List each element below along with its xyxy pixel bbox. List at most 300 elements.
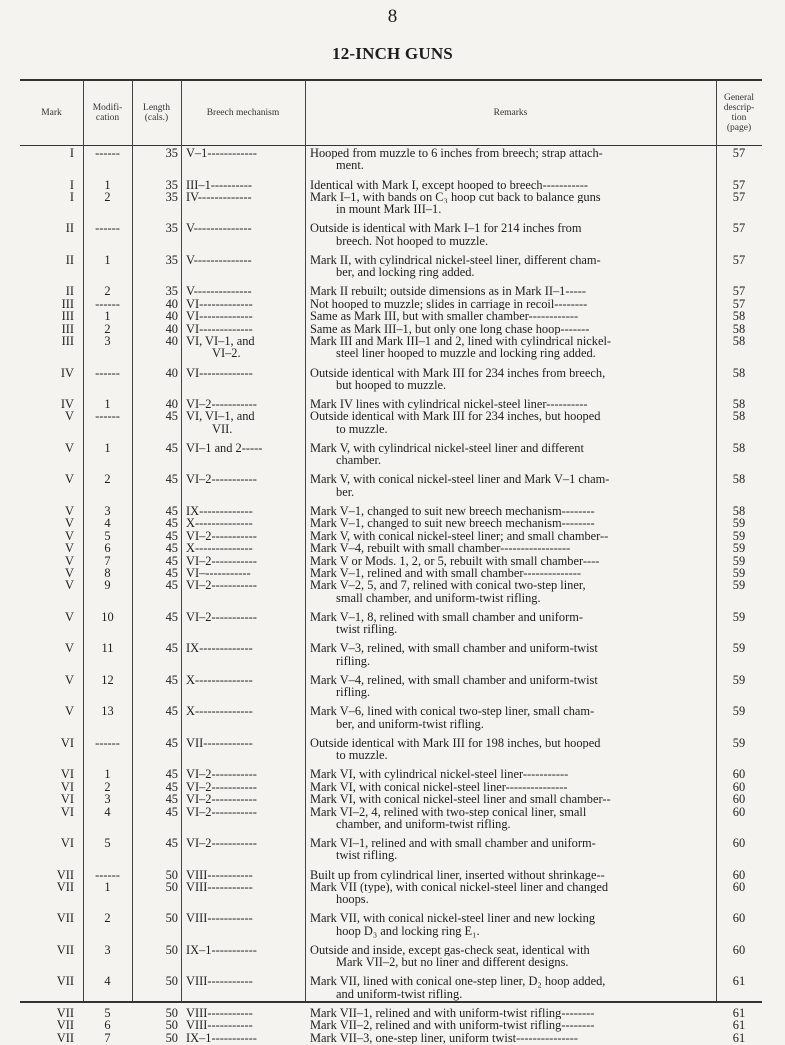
cell-remarks-line1: Mark VI, with cylindrical nickel-steel liner----------- <box>310 768 569 781</box>
cell-modification: 8 <box>104 565 111 580</box>
cell-breech <box>186 768 304 780</box>
cell-modification: ------ <box>95 296 120 311</box>
cell-page: 57 <box>732 177 746 192</box>
cell-breech <box>186 869 304 881</box>
cell-length: 45 <box>165 804 178 819</box>
cell-modification: 6 <box>104 541 111 556</box>
cell-page: 57 <box>732 221 746 236</box>
cell-page: 59 <box>732 578 746 593</box>
cell-remarks-line2: small chamber, and uniform-twist rifling. <box>336 590 541 605</box>
cell-breech-line1: IV------------- <box>186 190 252 204</box>
cell-page: 58 <box>732 397 746 411</box>
cell-mark: V <box>65 672 74 687</box>
cell-remarks <box>310 806 712 830</box>
cell-mark: V <box>65 578 74 593</box>
cell-remarks-line1: Mark V–1, changed to suit new breech mechanism-------- <box>310 517 595 530</box>
cell-modification: 2 <box>104 189 111 204</box>
cell-remarks <box>310 705 712 729</box>
cell-length: 40 <box>165 309 178 324</box>
cell-remarks-line1: Mark VI, with conical nickel-steel liner and small chamber-- <box>310 793 611 806</box>
cell-length: 35 <box>165 252 178 267</box>
cell-page: 58 <box>732 365 746 380</box>
cell-modification: 2 <box>104 911 111 926</box>
cell-length: 45 <box>165 735 178 750</box>
cell-remarks-line2: hoops. <box>336 892 369 907</box>
cell-remarks-line2: and uniform-twist rifling. <box>336 986 463 1001</box>
cell-modification: ------ <box>95 867 120 882</box>
cell-modification: ------ <box>95 221 120 236</box>
cell-length: 45 <box>165 503 178 518</box>
cell-page: 61 <box>732 1018 746 1033</box>
cell-remarks-line1: Mark V, with conical nickel-steel liner and Mark V–1 cham- <box>310 473 610 486</box>
cell-remarks-line1: Mark V, with cylindrical nickel-steel liner and different <box>310 441 584 455</box>
cell-breech <box>186 505 304 517</box>
cell-remarks-line1: Mark V–3, relined, with small chamber and uniform-twist <box>310 642 598 655</box>
cell-breech <box>186 442 304 454</box>
cell-breech <box>186 367 304 379</box>
cell-modification: 5 <box>104 1005 111 1020</box>
cell-remarks-line1: Mark VI–1, relined and with small chamber and uniform- <box>310 837 596 850</box>
cell-modification: 5 <box>104 528 111 543</box>
cell-breech-line1: VI–1 and 2----- <box>186 441 263 455</box>
cell-length: 50 <box>165 879 178 894</box>
cell-remarks <box>310 222 712 246</box>
cell-page: 61 <box>732 1030 746 1045</box>
cell-modification: 12 <box>101 672 114 687</box>
cell-remarks <box>310 442 712 466</box>
cell-breech-line1: VI–2----------- <box>186 554 257 567</box>
cell-length: 40 <box>165 334 178 348</box>
cell-page: 57 <box>732 189 746 204</box>
cell-breech-line1: VI------------- <box>186 310 253 323</box>
cell-remarks-line1: Mark VII–2, relined and with uniform-twist rifling-------- <box>310 1019 595 1032</box>
cell-remarks <box>310 410 712 434</box>
cell-remarks-line1: Mark III and Mark III–1 and 2, lined with cylindrical nickel- <box>310 335 612 348</box>
cell-remarks <box>310 737 712 761</box>
cell-page: 58 <box>732 472 746 487</box>
cell-remarks-line1: Mark V–6, lined with conical two-step liner, small cham- <box>310 705 595 718</box>
cell-breech <box>186 1007 304 1019</box>
cell-page: 60 <box>732 779 746 794</box>
cell-remarks-line2: to muzzle. <box>336 421 388 436</box>
cell-length: 50 <box>165 867 178 882</box>
cell-modification: ------ <box>95 146 120 160</box>
cell-modification: 1 <box>104 767 111 782</box>
cell-remarks <box>310 1007 712 1019</box>
header-breech <box>181 81 305 145</box>
cell-mark: II <box>65 252 74 267</box>
cell-length: 40 <box>165 296 178 311</box>
cell-length: 45 <box>165 641 178 656</box>
cell-modification: 1 <box>104 879 111 894</box>
cell-remarks <box>310 567 712 579</box>
cell-page: 60 <box>732 867 746 882</box>
cell-remarks-line2: chamber. <box>336 453 382 468</box>
cell-breech-line1: V-------------- <box>186 285 252 298</box>
header-breech-label: Breech mechanism <box>206 108 280 118</box>
cell-remarks-line1: Same as Mark III–1, but only one long chase hoop------- <box>310 322 590 335</box>
cell-remarks <box>310 517 712 529</box>
cell-breech-line1: IX------------- <box>186 504 253 518</box>
header-length-label: Length (cals.) <box>143 103 170 123</box>
cell-page: 59 <box>732 565 746 580</box>
cell-remarks-line1: Outside identical with Mark III for 198 inches, but hooped <box>310 736 601 749</box>
cell-breech <box>186 179 304 191</box>
cell-length: 45 <box>165 792 178 807</box>
cell-page: 60 <box>732 836 746 850</box>
cell-modification: 2 <box>104 321 111 336</box>
cell-remarks-line1: Same as Mark III, but with smaller chamber------------ <box>310 310 579 323</box>
cell-page: 57 <box>732 284 746 299</box>
cell-remarks-line2: ber, and locking ring added. <box>336 265 475 280</box>
cell-page: 59 <box>732 609 746 624</box>
header-mark <box>20 81 83 145</box>
cell-modification: 13 <box>101 704 114 719</box>
cell-breech <box>186 912 304 924</box>
cell-mark: VII <box>56 942 74 957</box>
cell-modification: 3 <box>104 792 111 807</box>
cell-breech-line1: VI–2----------- <box>186 805 257 818</box>
cell-mark: VII <box>56 974 74 989</box>
cell-breech-line1: VI–----------- <box>186 566 251 580</box>
cell-remarks-line1: Not hooped to muzzle; slides in carriage in recoil-------- <box>310 297 588 310</box>
cell-page: 58 <box>732 440 746 455</box>
cell-breech-line1: VI–2----------- <box>186 529 257 542</box>
cell-breech-line1: X-------------- <box>186 542 253 555</box>
cell-remarks <box>310 975 712 999</box>
cell-breech <box>186 555 304 567</box>
cell-remarks-line1: Mark V–4, rebuilt with small chamber----------------- <box>310 542 571 555</box>
cell-remarks-line1: Built up from cylindrical liner, inserted without shrinkage-- <box>310 868 605 881</box>
cell-mark: V <box>65 516 74 531</box>
cell-page: 59 <box>732 641 746 656</box>
cell-mark: VII <box>56 911 74 926</box>
cell-mark: I <box>69 189 74 204</box>
cell-modification: 7 <box>104 553 111 568</box>
cell-remarks <box>310 323 712 335</box>
cell-length: 35 <box>165 189 178 204</box>
guns-table <box>20 79 762 1045</box>
cell-modification: 1 <box>104 397 111 411</box>
cell-remarks-line1: Outside identical with Mark III for 234 inches from breech, <box>310 366 606 379</box>
cell-mark: VII <box>56 879 74 894</box>
cell-breech-line2: VII. <box>212 421 233 435</box>
cell-length: 45 <box>165 578 178 593</box>
cell-breech <box>186 793 304 805</box>
cell-mark: III <box>61 309 74 324</box>
page-number: 8 <box>387 6 398 27</box>
cell-breech-line1: VI–2----------- <box>186 780 257 793</box>
cell-mark: V <box>65 704 74 719</box>
cell-page: 59 <box>732 672 746 687</box>
cell-modification: 4 <box>104 516 111 531</box>
cell-remarks-line2: twist rifling. <box>336 622 398 636</box>
cell-mark: I <box>69 146 74 160</box>
cell-mark: IV <box>60 365 74 380</box>
cell-remarks <box>310 611 712 635</box>
cell-page: 58 <box>732 409 746 424</box>
cell-breech-line1: VII------------ <box>186 736 253 749</box>
cell-length: 50 <box>165 974 178 989</box>
cell-page: 60 <box>732 792 746 807</box>
cell-remarks-line1: Mark VII–3, one-step liner, uniform twist--------------- <box>310 1031 578 1044</box>
cell-breech-line1: VI–2----------- <box>186 473 257 486</box>
cell-remarks <box>310 298 712 310</box>
cell-remarks <box>310 473 712 497</box>
header-remarks <box>305 81 716 145</box>
cell-length: 35 <box>165 284 178 299</box>
cell-remarks-line1: Mark I–1, with bands on C₃ hoop cut back to balance guns <box>310 190 601 204</box>
cell-length: 45 <box>165 565 178 580</box>
cell-breech <box>186 567 304 579</box>
cell-length: 45 <box>165 836 178 850</box>
cell-breech-line1: X-------------- <box>186 673 253 686</box>
cell-remarks-line2: but hooped to muzzle. <box>336 377 447 392</box>
cell-breech-line1: VIII----------- <box>186 1019 253 1032</box>
cell-remarks-line1: Mark VII (type), with conical nickel-steel liner and changed <box>310 880 609 894</box>
cell-mark: III <box>61 334 74 348</box>
cell-remarks-line2: rifling. <box>336 685 371 699</box>
cell-mark: VI <box>60 779 74 794</box>
cell-mark: IV <box>60 397 74 411</box>
cell-mark: III <box>61 321 74 336</box>
cell-breech <box>186 530 304 542</box>
cell-breech <box>186 881 304 893</box>
cell-remarks-line1: Outside is identical with Mark I–1 for 214 inches from <box>310 222 582 235</box>
cell-page: 60 <box>732 911 746 926</box>
cell-mark: VI <box>60 735 74 750</box>
cell-breech <box>186 1032 304 1044</box>
cell-page: 60 <box>732 879 746 894</box>
cell-remarks <box>310 837 712 861</box>
cell-modification: 10 <box>101 609 114 624</box>
cell-remarks <box>310 869 712 881</box>
cell-mark: II <box>65 284 74 299</box>
cell-breech-line1: VI, VI–1, and <box>186 335 255 348</box>
cell-breech-line1: VI–2----------- <box>186 579 257 592</box>
cell-remarks <box>310 310 712 322</box>
cell-modification: 11 <box>101 641 114 656</box>
cell-remarks-line2: to muzzle. <box>336 748 388 762</box>
cell-length: 50 <box>165 911 178 926</box>
cell-breech <box>186 473 304 485</box>
cell-mark: VI <box>60 836 74 850</box>
cell-page: 59 <box>732 516 746 531</box>
cell-breech <box>186 298 304 310</box>
cell-mark: V <box>65 553 74 568</box>
cell-remarks-line2: chamber, and uniform-twist rifling. <box>336 816 511 831</box>
cell-modification: 1 <box>104 252 111 267</box>
cell-length: 45 <box>165 609 178 624</box>
cell-mark: V <box>65 472 74 487</box>
cell-remarks-line1: Mark IV lines with cylindrical nickel-steel liner---------- <box>310 398 588 411</box>
cell-mark: VII <box>56 867 74 882</box>
header-mark-label: Mark <box>41 108 62 118</box>
cell-remarks-line1: Mark VI, with conical nickel-steel liner--------------- <box>310 780 568 793</box>
cell-remarks-line1: Mark V, with conical nickel-steel liner; and small chamber-- <box>310 529 609 542</box>
header-length <box>132 81 181 145</box>
cell-breech-line1: VI–2----------- <box>186 610 257 623</box>
cell-remarks-line1: Hooped from muzzle to 6 inches from breech; strap attach- <box>310 147 603 160</box>
cell-breech-line1: V-------------- <box>186 253 252 267</box>
cell-breech-line1: IX------------- <box>186 642 253 655</box>
cell-breech <box>186 705 304 717</box>
cell-remarks-line2: breech. Not hooped to muzzle. <box>336 233 489 248</box>
cell-length: 40 <box>165 365 178 380</box>
cell-breech-line1: V-------------- <box>186 222 252 235</box>
cell-breech <box>186 737 304 749</box>
cell-mark: VI <box>60 767 74 782</box>
cell-mark: V <box>65 541 74 556</box>
cell-page: 61 <box>732 974 746 989</box>
cell-length: 45 <box>165 704 178 719</box>
cell-breech-line1: VI------------- <box>186 322 253 335</box>
cell-remarks <box>310 881 712 905</box>
cell-length: 45 <box>165 672 178 687</box>
cell-mark: VII <box>56 1030 74 1045</box>
cell-remarks-line2: ber, and uniform-twist rifling. <box>336 716 484 731</box>
cell-remarks <box>310 793 712 805</box>
cell-remarks-line1: Mark V–2, 5, and 7, relined with conical two-step liner, <box>310 579 586 592</box>
cell-length: 40 <box>165 321 178 336</box>
cell-length: 45 <box>165 528 178 543</box>
cell-breech <box>186 222 304 234</box>
cell-length: 45 <box>165 440 178 455</box>
cell-length: 45 <box>165 779 178 794</box>
cell-remarks-line1: Mark V–4, relined, with small chamber and uniform-twist <box>310 673 598 686</box>
cell-mark: VI <box>60 792 74 807</box>
cell-breech <box>186 781 304 793</box>
cell-remarks-line2: steel liner hooped to muzzle and locking ring added. <box>336 346 596 361</box>
cell-remarks <box>310 335 712 359</box>
cell-breech <box>186 517 304 529</box>
cell-breech <box>186 285 304 297</box>
cell-breech-line1: X-------------- <box>186 517 253 530</box>
cell-length: 45 <box>165 472 178 487</box>
cell-remarks-line1: Mark V–1, 8, relined with small chamber and uniform- <box>310 610 583 623</box>
column-divider <box>305 81 306 1001</box>
cell-modification: 3 <box>104 942 111 957</box>
cell-mark: V <box>65 409 74 424</box>
cell-remarks <box>310 555 712 567</box>
header-remarks-label: Remarks <box>493 108 528 118</box>
cell-mark: V <box>65 440 74 455</box>
cell-modification: 1 <box>104 440 111 455</box>
cell-remarks <box>310 505 712 517</box>
cell-modification: 4 <box>104 974 111 989</box>
cell-breech-line1: VI------------- <box>186 366 253 379</box>
cell-length: 35 <box>165 177 178 192</box>
cell-mark: VII <box>56 1005 74 1020</box>
cell-remarks-line1: Mark VII, with conical nickel-steel liner and new locking <box>310 912 596 925</box>
cell-modification: 7 <box>104 1030 111 1045</box>
cell-breech-line1: X-------------- <box>186 705 253 718</box>
cell-breech <box>186 579 304 591</box>
cell-remarks <box>310 285 712 297</box>
cell-page: 60 <box>732 942 746 957</box>
cell-remarks <box>310 147 712 171</box>
header-modification <box>83 81 132 145</box>
cell-page: 59 <box>732 704 746 719</box>
cell-mark: V <box>65 565 74 580</box>
cell-remarks <box>310 398 712 410</box>
cell-remarks-line1: Mark VII–1, relined and with uniform-twist rifling-------- <box>310 1006 595 1020</box>
cell-breech <box>186 642 304 654</box>
cell-breech <box>186 335 304 359</box>
cell-length: 50 <box>165 942 178 957</box>
cell-mark: V <box>65 528 74 543</box>
cell-mark: V <box>65 641 74 656</box>
cell-page: 57 <box>732 296 746 311</box>
cell-page: 58 <box>732 503 746 518</box>
cell-length: 45 <box>165 767 178 782</box>
cell-modification: 5 <box>104 836 111 850</box>
cell-modification: 1 <box>104 177 111 192</box>
cell-remarks-line1: Mark V–1, relined and with small chamber-------------- <box>310 566 581 580</box>
cell-breech-line1: VI–2----------- <box>186 793 257 806</box>
cell-mark: V <box>65 503 74 518</box>
cell-page: 59 <box>732 528 746 543</box>
cell-remarks <box>310 1032 712 1044</box>
cell-remarks-line2: Mark VII–2, but no liner and different designs. <box>336 955 569 970</box>
cell-breech-line1: VIII----------- <box>186 868 253 881</box>
cell-breech <box>186 975 304 987</box>
cell-modification: ------ <box>95 735 120 750</box>
cell-page: 58 <box>732 334 746 348</box>
cell-modification: 6 <box>104 1018 111 1033</box>
cell-breech-line1: VI–2----------- <box>186 398 257 411</box>
cell-remarks-line1: Mark V–1, changed to suit new breech mechanism-------- <box>310 504 595 518</box>
cell-breech-line1: VI, VI–1, and <box>186 410 255 424</box>
cell-breech <box>186 837 304 849</box>
cell-breech-line1: III–1---------- <box>186 178 253 191</box>
cell-modification: ------ <box>95 409 120 424</box>
cell-length: 45 <box>165 409 178 424</box>
cell-remarks-line1: Mark VI–2, 4, relined with two-step conical liner, small <box>310 805 587 818</box>
cell-mark: VII <box>56 1018 74 1033</box>
cell-breech <box>186 147 304 159</box>
cell-breech <box>186 410 304 434</box>
cell-breech <box>186 254 304 266</box>
cell-breech-line1: VIII----------- <box>186 1006 253 1020</box>
cell-page: 59 <box>732 553 746 568</box>
cell-page: 58 <box>732 309 746 324</box>
cell-breech-line1: VI–2----------- <box>186 837 257 850</box>
cell-page: 58 <box>732 321 746 336</box>
cell-remarks-line1: Outside identical with Mark III for 234 inches, but hooped <box>310 410 601 423</box>
header-modification-label: Modifi- cation <box>92 103 123 123</box>
cell-length: 45 <box>165 553 178 568</box>
cell-breech-line2: VI–2. <box>212 346 241 360</box>
cell-modification: 2 <box>104 472 111 487</box>
cell-breech <box>186 1019 304 1031</box>
cell-length: 50 <box>165 1018 178 1033</box>
cell-mark: VI <box>60 804 74 819</box>
cell-page: 57 <box>732 146 746 160</box>
header-general-label: General descrip- tion (page) <box>723 93 755 133</box>
cell-remarks <box>310 179 712 191</box>
cell-length: 45 <box>165 541 178 556</box>
cell-page: 60 <box>732 767 746 782</box>
cell-breech <box>186 944 304 956</box>
cell-modification: 1 <box>104 309 111 324</box>
cell-length: 50 <box>165 1005 178 1020</box>
cell-modification: 2 <box>104 284 111 299</box>
cell-breech-line1: VIII----------- <box>186 880 253 894</box>
cell-modification: 4 <box>104 804 111 819</box>
cell-breech-line1: VI------------- <box>186 297 253 310</box>
cell-breech <box>186 806 304 818</box>
